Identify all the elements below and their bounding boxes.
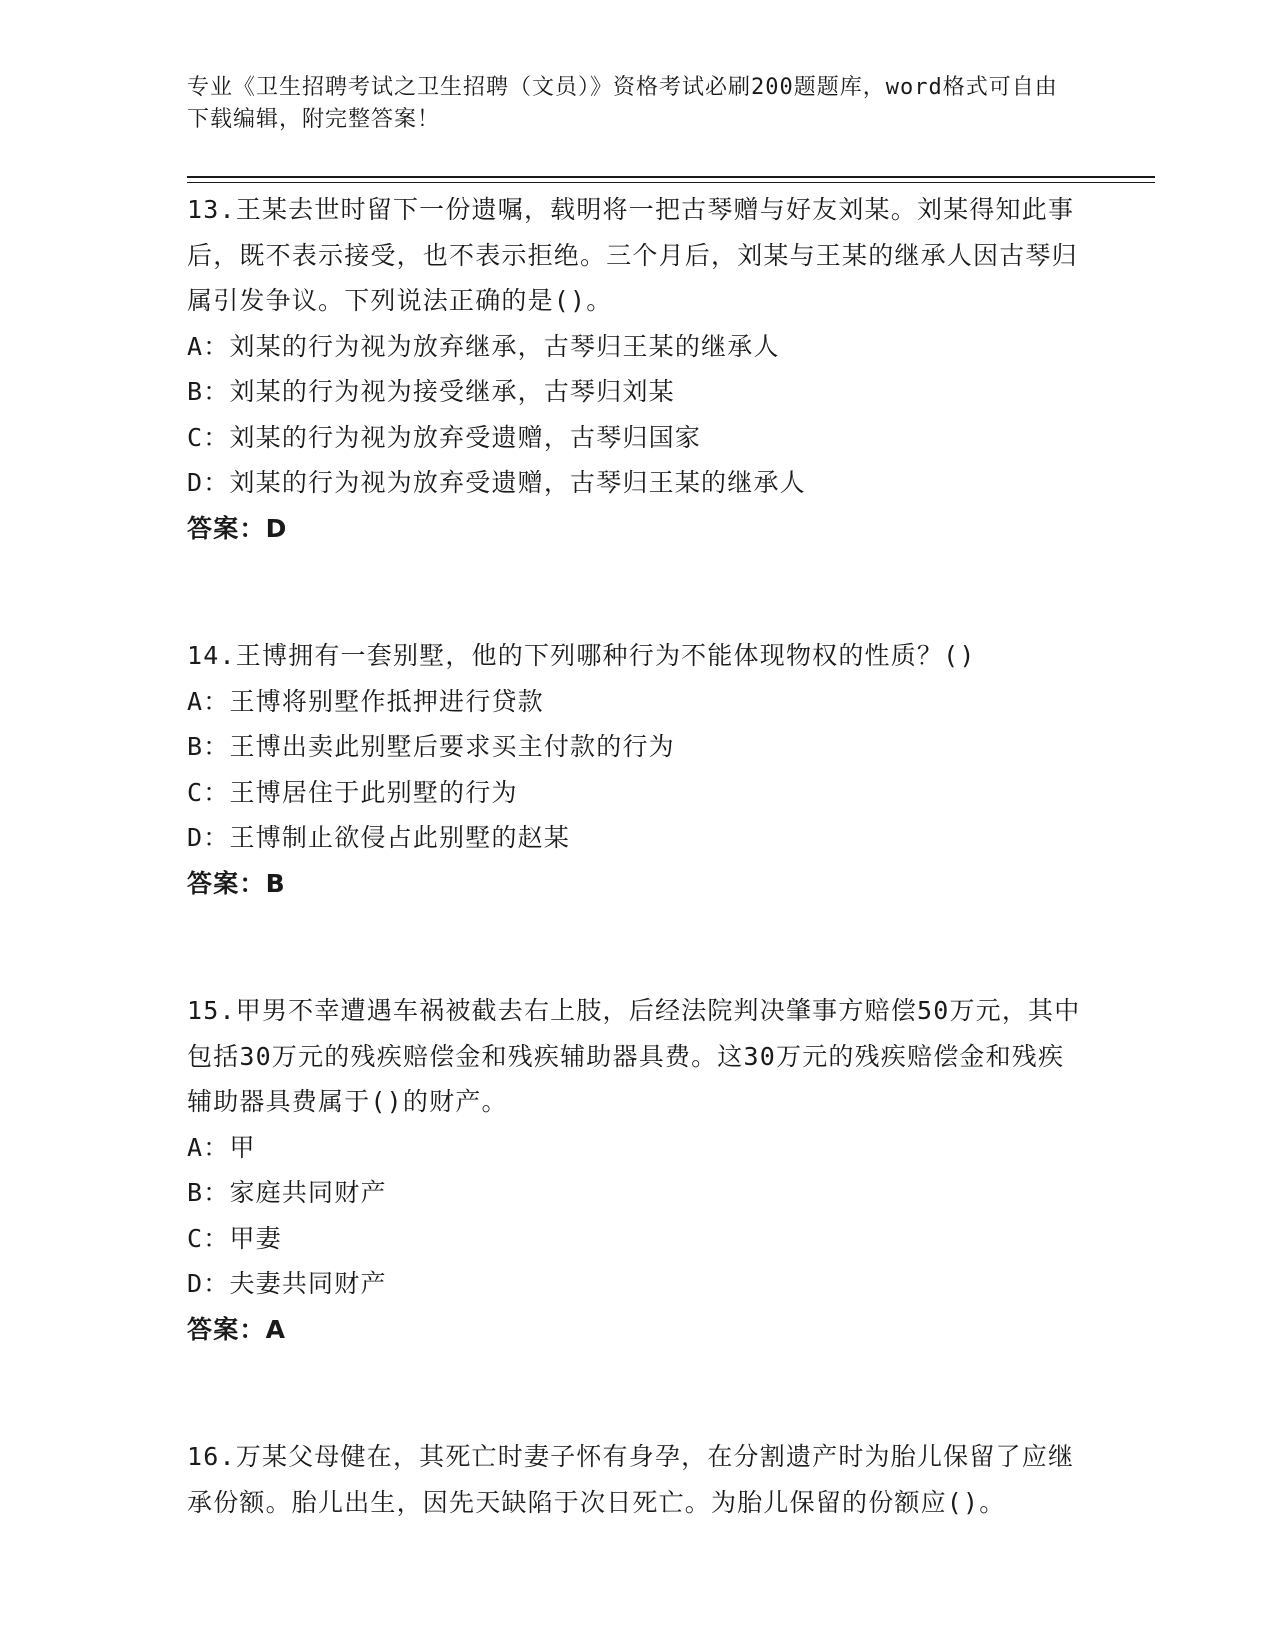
option-a: A：甲: [187, 1132, 256, 1162]
option-b: B：王博出卖此别墅后要求买主付款的行为: [187, 732, 675, 761]
question-stem: 13.王某去世时留下一份遗嘱，载明将一把古琴赠与好友刘某。刘某得知此事后，既不表示接受，也不表示拒绝。三个月后，刘某与王某的继承人因古琴归属引发争议。下列说法正确的是()。: [187, 195, 1078, 315]
document-header: 专业《卫生招聘考试之卫生招聘（文员）》资格考试必刷200题题库，word格式可自由下载编辑，附完整答案！: [187, 75, 1058, 132]
question-stem: 14.王博拥有一套别墅，他的下列哪种行为不能体现物权的性质？(): [187, 641, 976, 670]
option-c: C：王博居住于此别墅的行为: [187, 777, 518, 807]
option-a: A：王博将别墅作抵押进行贷款: [187, 686, 544, 716]
option-c: C：刘某的行为视为放弃受遗赠，古琴归国家: [187, 422, 702, 452]
question-stem: 16.万某父母健在，其死亡时妻子怀有身孕，在分割遗产时为胎儿保留了应继承份额。胎儿出生，因先天缺陷于次日死亡。为胎儿保留的份额应()。: [187, 1442, 1075, 1517]
option-c: C：甲妻: [187, 1223, 282, 1253]
answer: 答案：D: [187, 513, 288, 543]
option-d: D：刘某的行为视为放弃受遗赠，古琴归王某的继承人: [187, 468, 806, 497]
header-rule-thick: [187, 176, 1155, 178]
answer: 答案：A: [187, 1314, 287, 1344]
question-15: [187, 988, 1087, 1352]
question-spacer: [187, 906, 1087, 988]
option-a: A：刘某的行为视为放弃继承，古琴归王某的继承人: [187, 331, 780, 361]
option-d: D：夫妻共同财产: [187, 1269, 387, 1298]
question-14: [187, 633, 1087, 906]
option-b: B：刘某的行为视为接受继承，古琴归刘某: [187, 377, 675, 406]
question-spacer: [187, 1352, 1087, 1434]
question-stem: 15.甲男不幸遭遇车祸被截去右上肢，后经法院判决肇事方赔偿50万元，其中包括30万元的残疾赔偿金和残疾辅助器具费。这30万元的残疾赔偿金和残疾辅助器具费属于()的财产。: [187, 996, 1081, 1116]
answer: 答案：B: [187, 868, 286, 898]
header-rule-thin: [187, 182, 1155, 183]
question-spacer: [187, 551, 1087, 633]
question-16: [187, 1434, 1087, 1525]
option-d: D：王博制止欲侵占此别墅的赵某: [187, 823, 571, 852]
option-b: B：家庭共同财产: [187, 1178, 387, 1207]
question-list: [187, 187, 1087, 1525]
question-13: [187, 187, 1087, 551]
